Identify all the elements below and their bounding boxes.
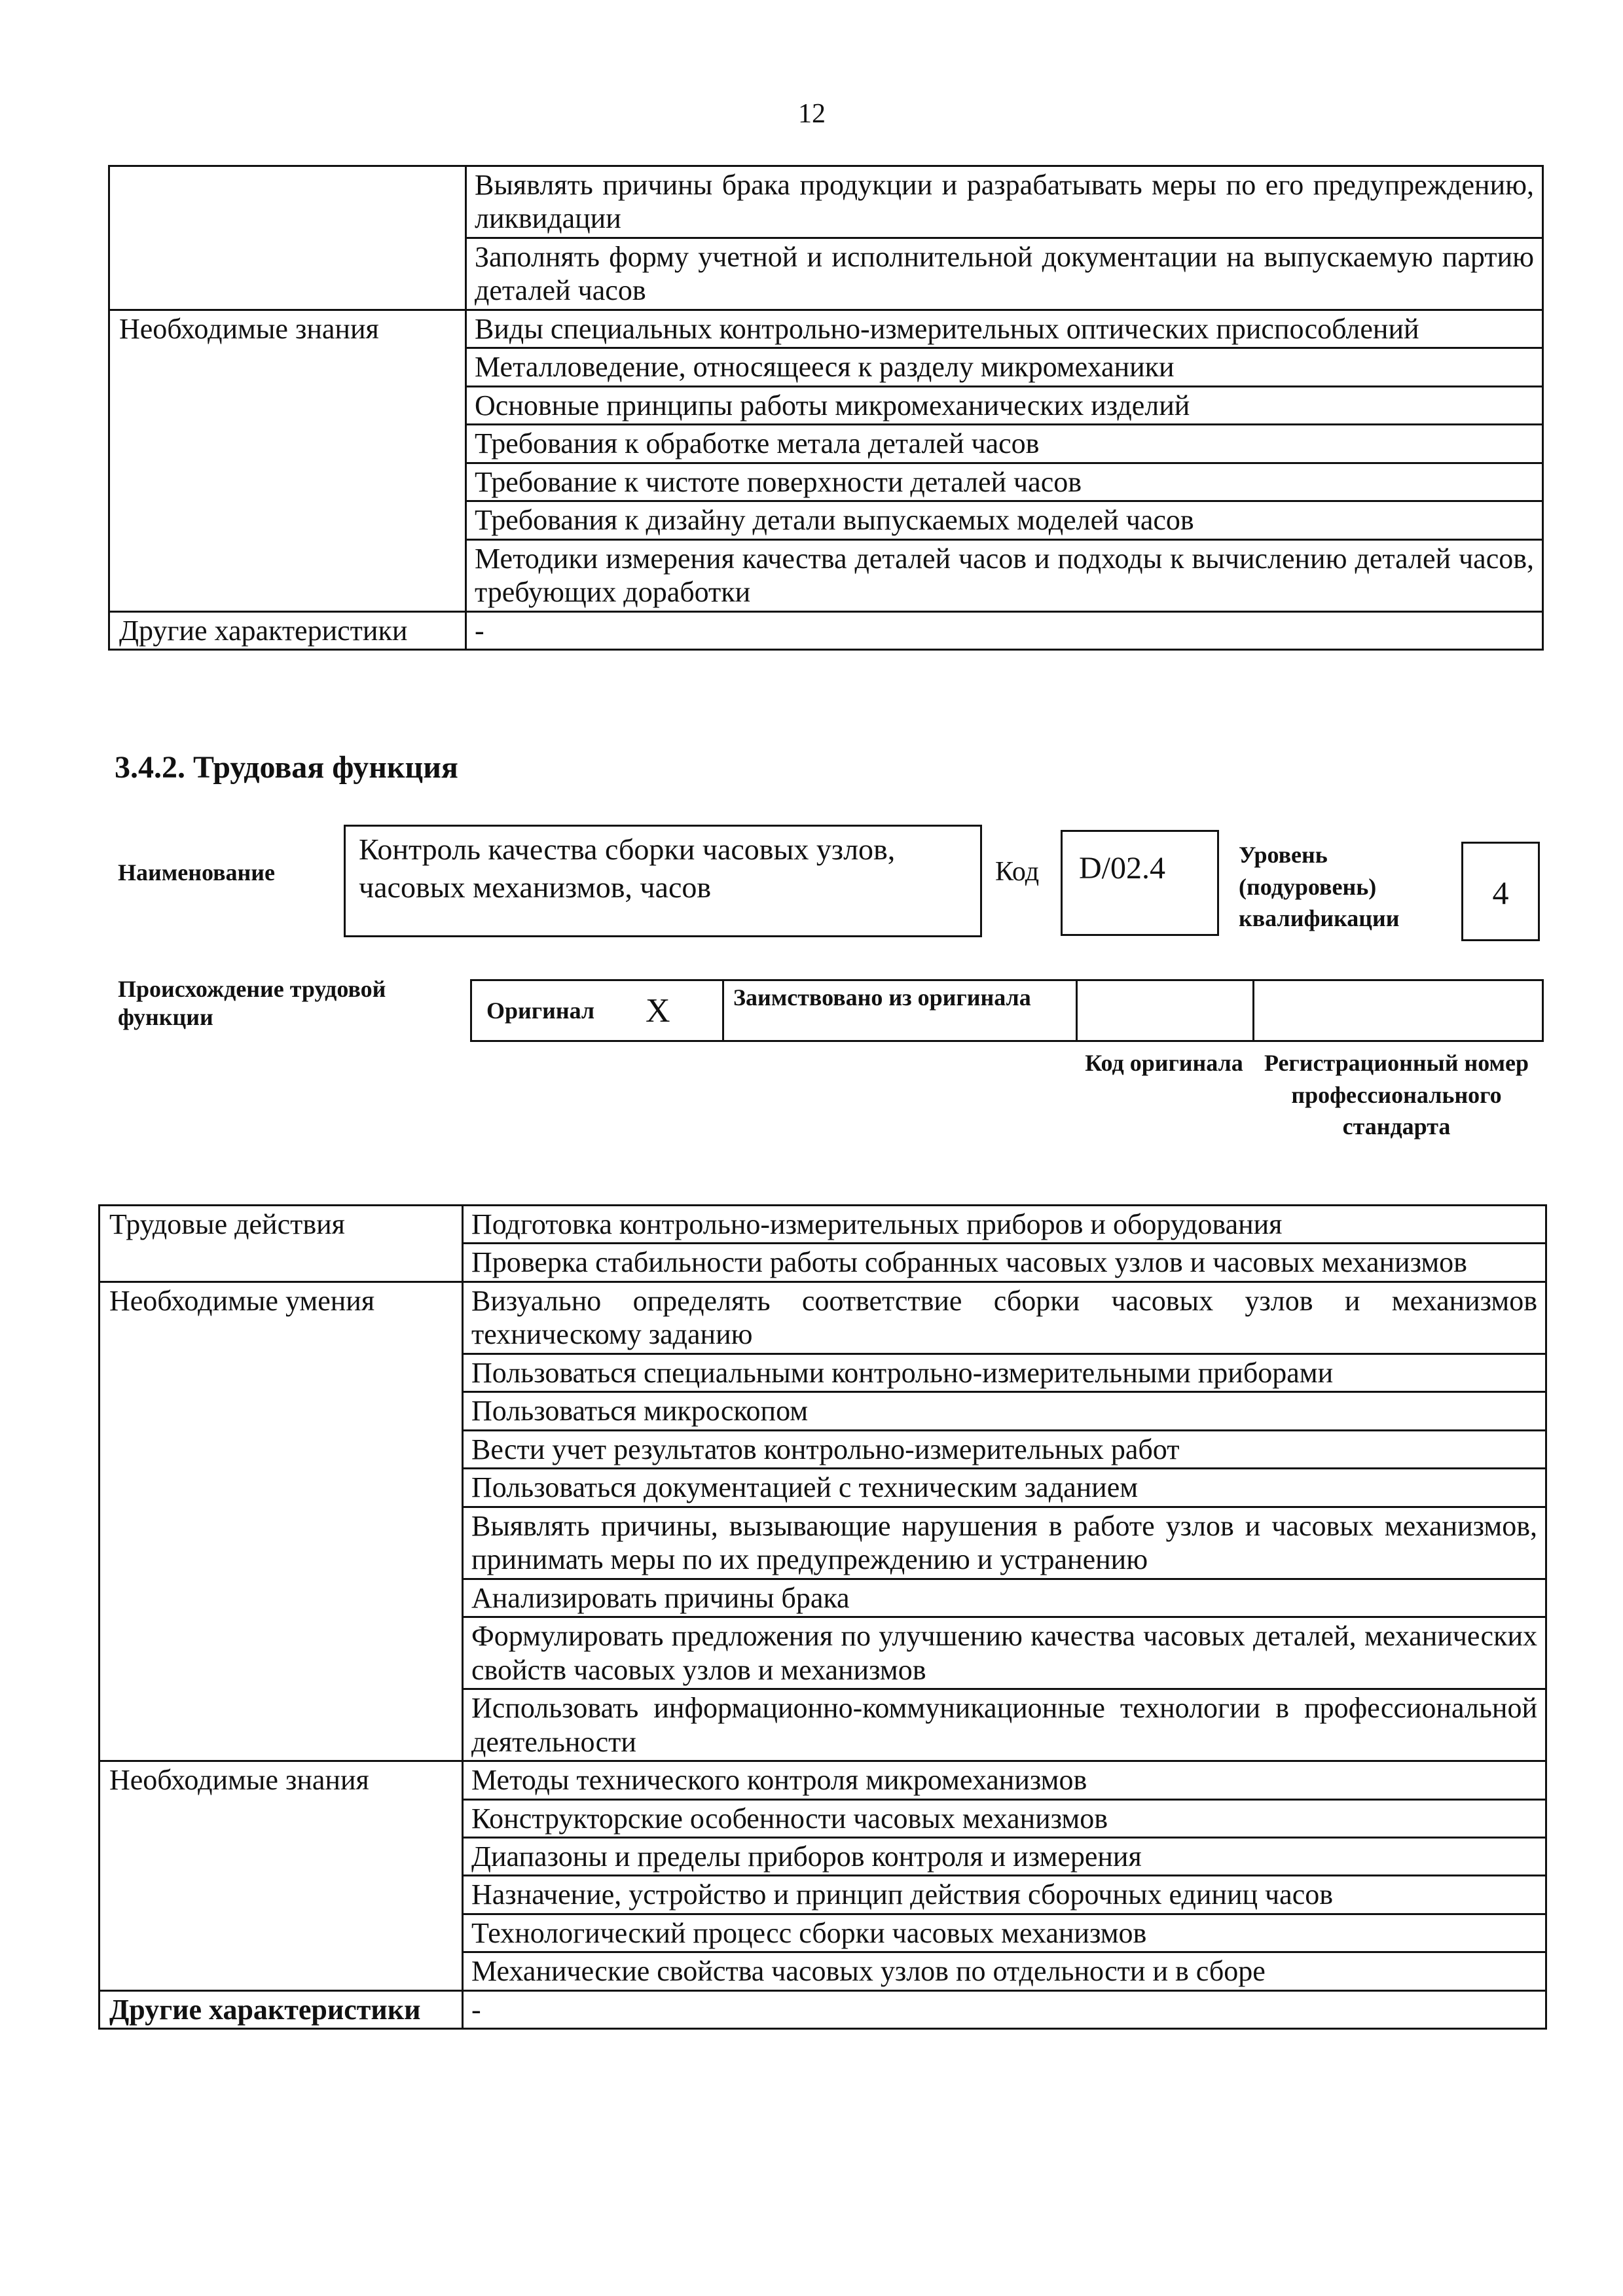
knowledge-item: Основные принципы работы микромеханических изделий (466, 386, 1543, 424)
skill-item: Выявлять причины, вызывающие нарушения в работе узлов и часовых механизмов, принимать меры по их предупреждению и устранению (463, 1507, 1546, 1579)
table-row (100, 1761, 1546, 1799)
table-row (109, 611, 1543, 649)
knowledge-item: Металловедение, относящееся к разделу микромеханики (466, 348, 1543, 386)
table-row (100, 1206, 1546, 1244)
skill-item: Пользоваться документацией с техническим заданием (463, 1469, 1546, 1507)
row-label-other: Другие характеристики (109, 611, 466, 649)
borrowed-cell (724, 981, 1078, 1040)
skill-item: Заполнять форму учетной и исполнительной документации на выпускаемую партию деталей часов (466, 238, 1543, 310)
skill-item: Анализировать причины брака (463, 1579, 1546, 1617)
knowledge-item: Виды специальных контрольно-измерительных оптических приспособлений (466, 310, 1543, 348)
original-code-caption: Код оригинала (1085, 1050, 1243, 1076)
skill-item: Вести учет результатов контрольно-измерительных работ (463, 1430, 1546, 1468)
knowledge-item: Механические свойства часовых узлов по отдельности и в сборе (463, 1952, 1546, 1990)
skill-item: Пользоваться специальными контрольно-измерительными приборами (463, 1354, 1546, 1391)
other-item: - (466, 611, 1543, 649)
function-name-box (344, 825, 982, 937)
knowledge-item: Методики измерения качества деталей часов и подходы к вычислению деталей часов, требующих доработки (466, 539, 1543, 611)
skill-item: Визуально определять соответствие сборки часовых узлов и механизмов техническому заданию (463, 1282, 1546, 1354)
origin-label: Происхождение трудовой функции (118, 976, 386, 1031)
table-row (109, 166, 1543, 238)
skill-item: Использовать информационно-коммуникационные технологии в профессиональной деятельности (463, 1689, 1546, 1761)
code-label: Код (995, 857, 1040, 887)
knowledge-item: Технологический процесс сборки часовых механизмов (463, 1914, 1546, 1952)
skill-item: Пользоваться микроскопом (463, 1392, 1546, 1430)
code-box (1061, 830, 1219, 936)
original-label: Оригинал (486, 997, 595, 1024)
original-cell (472, 981, 724, 1040)
knowledge-item: Требование к чистоте поверхности деталей часов (466, 463, 1543, 501)
knowledge-item: Назначение, устройство и принцип действия сборочных единиц часов (463, 1876, 1546, 1914)
skill-item: Формулировать предложения по улучшению качества часовых деталей, механических свойств часовых узлов и механизмов (463, 1617, 1546, 1689)
borrowed-label: Заимствовано из оригинала (733, 984, 1031, 1011)
knowledge-item: Требования к обработке метала деталей часов (466, 425, 1543, 463)
skill-item: Выявлять причины брака продукции и разрабатывать меры по его предупреждению, ликвидации (466, 166, 1543, 238)
level-value: 4 (1492, 874, 1509, 911)
original-code-cell (1078, 981, 1254, 1040)
row-label-knowledge: Необходимые знания (109, 310, 466, 611)
knowledge-item: Диапазоны и пределы приборов контроля и измерения (463, 1837, 1546, 1875)
row-label (109, 166, 466, 310)
row-label-other: Другие характеристики (100, 1990, 463, 2028)
registration-number-cell (1254, 981, 1542, 1040)
knowledge-table-continued (108, 165, 1544, 651)
other-item: - (463, 1990, 1546, 2028)
original-mark: X (646, 992, 670, 1030)
level-label: Уровень (подуровень) квалификации (1239, 842, 1400, 932)
origin-box (470, 979, 1544, 1042)
page-number: 12 (798, 99, 826, 129)
table-row (100, 1282, 1546, 1354)
action-item: Подготовка контрольно-измерительных приборов и оборудования (463, 1206, 1546, 1244)
action-item: Проверка стабильности работы собранных часовых узлов и часовых механизмов (463, 1244, 1546, 1282)
level-box (1461, 842, 1540, 941)
function-name-value: Контроль качества сборки часовых узлов, часовых механизмов, часов (359, 833, 896, 904)
knowledge-item: Методы технического контроля микромеханизмов (463, 1761, 1546, 1799)
registration-number-caption: Регистрационный номер профессионального стандарта (1264, 1050, 1529, 1140)
code-value: D/02.4 (1079, 851, 1165, 886)
row-label-actions: Трудовые действия (100, 1206, 463, 1282)
knowledge-item: Требования к дизайну детали выпускаемых моделей часов (466, 501, 1543, 539)
section-title: 3.4.2. Трудовая функция (115, 750, 458, 785)
table-row (100, 1990, 1546, 2028)
row-label-knowledge: Необходимые знания (100, 1761, 463, 1991)
row-label-skills: Необходимые умения (100, 1282, 463, 1761)
table-row (109, 310, 1543, 348)
knowledge-item: Конструкторские особенности часовых механизмов (463, 1799, 1546, 1837)
name-label: Наименование (118, 859, 275, 886)
labor-function-table (98, 1204, 1547, 2030)
